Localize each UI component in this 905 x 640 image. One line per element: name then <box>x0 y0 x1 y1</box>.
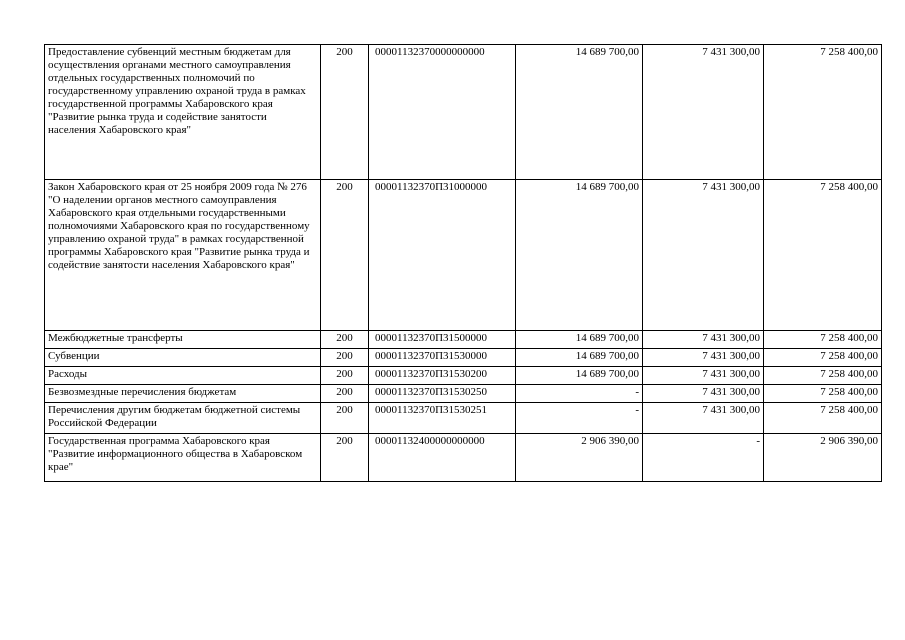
row-value-3-cell: 7 258 400,00 <box>764 385 882 403</box>
table-row <box>45 434 882 482</box>
row-value-1-cell: 14 689 700,00 <box>516 45 643 180</box>
row-value-2-cell: 7 431 300,00 <box>643 385 764 403</box>
row-code-cell: 200 <box>321 434 369 482</box>
row-name-cell: Субвенции <box>45 349 321 367</box>
row-code-cell: 200 <box>321 331 369 349</box>
table-row <box>45 331 882 349</box>
row-kbk-cell: 00001132370П31530000 <box>369 349 516 367</box>
row-kbk-cell: 00001132370П31530251 <box>369 403 516 434</box>
row-name-cell: Перечисления другим бюджетам бюджетной системы Российской Федерации <box>45 403 321 434</box>
row-code-cell: 200 <box>321 349 369 367</box>
row-value-2-cell: 7 431 300,00 <box>643 349 764 367</box>
row-value-2-cell: 7 431 300,00 <box>643 403 764 434</box>
row-name-cell: Расходы <box>45 367 321 385</box>
row-value-2-cell: 7 431 300,00 <box>643 367 764 385</box>
row-code-cell: 200 <box>321 385 369 403</box>
row-value-3-cell: 7 258 400,00 <box>764 367 882 385</box>
row-kbk-cell: 00001132370П31000000 <box>369 180 516 331</box>
table-row <box>45 403 882 434</box>
row-code-cell: 200 <box>321 403 369 434</box>
row-value-1-cell: 14 689 700,00 <box>516 180 643 331</box>
row-code-cell: 200 <box>321 367 369 385</box>
row-value-2-cell: - <box>643 434 764 482</box>
table-row <box>45 367 882 385</box>
row-value-1-cell: 2 906 390,00 <box>516 434 643 482</box>
row-name-cell: Государственная программа Хабаровского края "Развитие информационного общества в Хабаровском крае" <box>45 434 321 482</box>
table-row <box>45 385 882 403</box>
table-row <box>45 180 882 331</box>
row-value-1-cell: 14 689 700,00 <box>516 367 643 385</box>
row-name-cell: Безвозмездные перечисления бюджетам <box>45 385 321 403</box>
row-value-1-cell: - <box>516 403 643 434</box>
row-value-1-cell: - <box>516 385 643 403</box>
row-value-1-cell: 14 689 700,00 <box>516 349 643 367</box>
row-value-3-cell: 7 258 400,00 <box>764 403 882 434</box>
row-value-3-cell: 2 906 390,00 <box>764 434 882 482</box>
row-value-1-cell: 14 689 700,00 <box>516 331 643 349</box>
row-code-cell: 200 <box>321 180 369 331</box>
row-kbk-cell: 00001132370П31500000 <box>369 331 516 349</box>
row-value-3-cell: 7 258 400,00 <box>764 45 882 180</box>
row-value-2-cell: 7 431 300,00 <box>643 45 764 180</box>
row-name-cell: Межбюджетные трансферты <box>45 331 321 349</box>
table-row <box>45 349 882 367</box>
table-row <box>45 45 882 180</box>
row-value-3-cell: 7 258 400,00 <box>764 349 882 367</box>
row-kbk-cell: 00001132370П31530250 <box>369 385 516 403</box>
row-code-cell: 200 <box>321 45 369 180</box>
row-kbk-cell: 00001132400000000000 <box>369 434 516 482</box>
row-value-3-cell: 7 258 400,00 <box>764 331 882 349</box>
row-name-cell: Предоставление субвенций местным бюджетам для осуществления органами местного самоуправления отдельных государственных полномочий по государственному управлению охраной труда в рамках государственной программы Хабаровского края "Развитие рынка труда и содействие занятости населения Хабаровского края" <box>45 45 321 180</box>
row-kbk-cell: 00001132370П31530200 <box>369 367 516 385</box>
row-value-2-cell: 7 431 300,00 <box>643 180 764 331</box>
row-kbk-cell: 00001132370000000000 <box>369 45 516 180</box>
row-name-cell: Закон Хабаровского края от 25 ноября 2009 года № 276 "О наделении органов местного самоуправления Хабаровского края отдельными государственными полномочиями Хабаровского края по государственному управлению охраной труда" в рамках государственной программы Хабаровского края "Развитие рынка труда и содействие занятости населения Хабаровского края" <box>45 180 321 331</box>
row-value-2-cell: 7 431 300,00 <box>643 331 764 349</box>
budget-table <box>44 44 882 482</box>
row-value-3-cell: 7 258 400,00 <box>764 180 882 331</box>
